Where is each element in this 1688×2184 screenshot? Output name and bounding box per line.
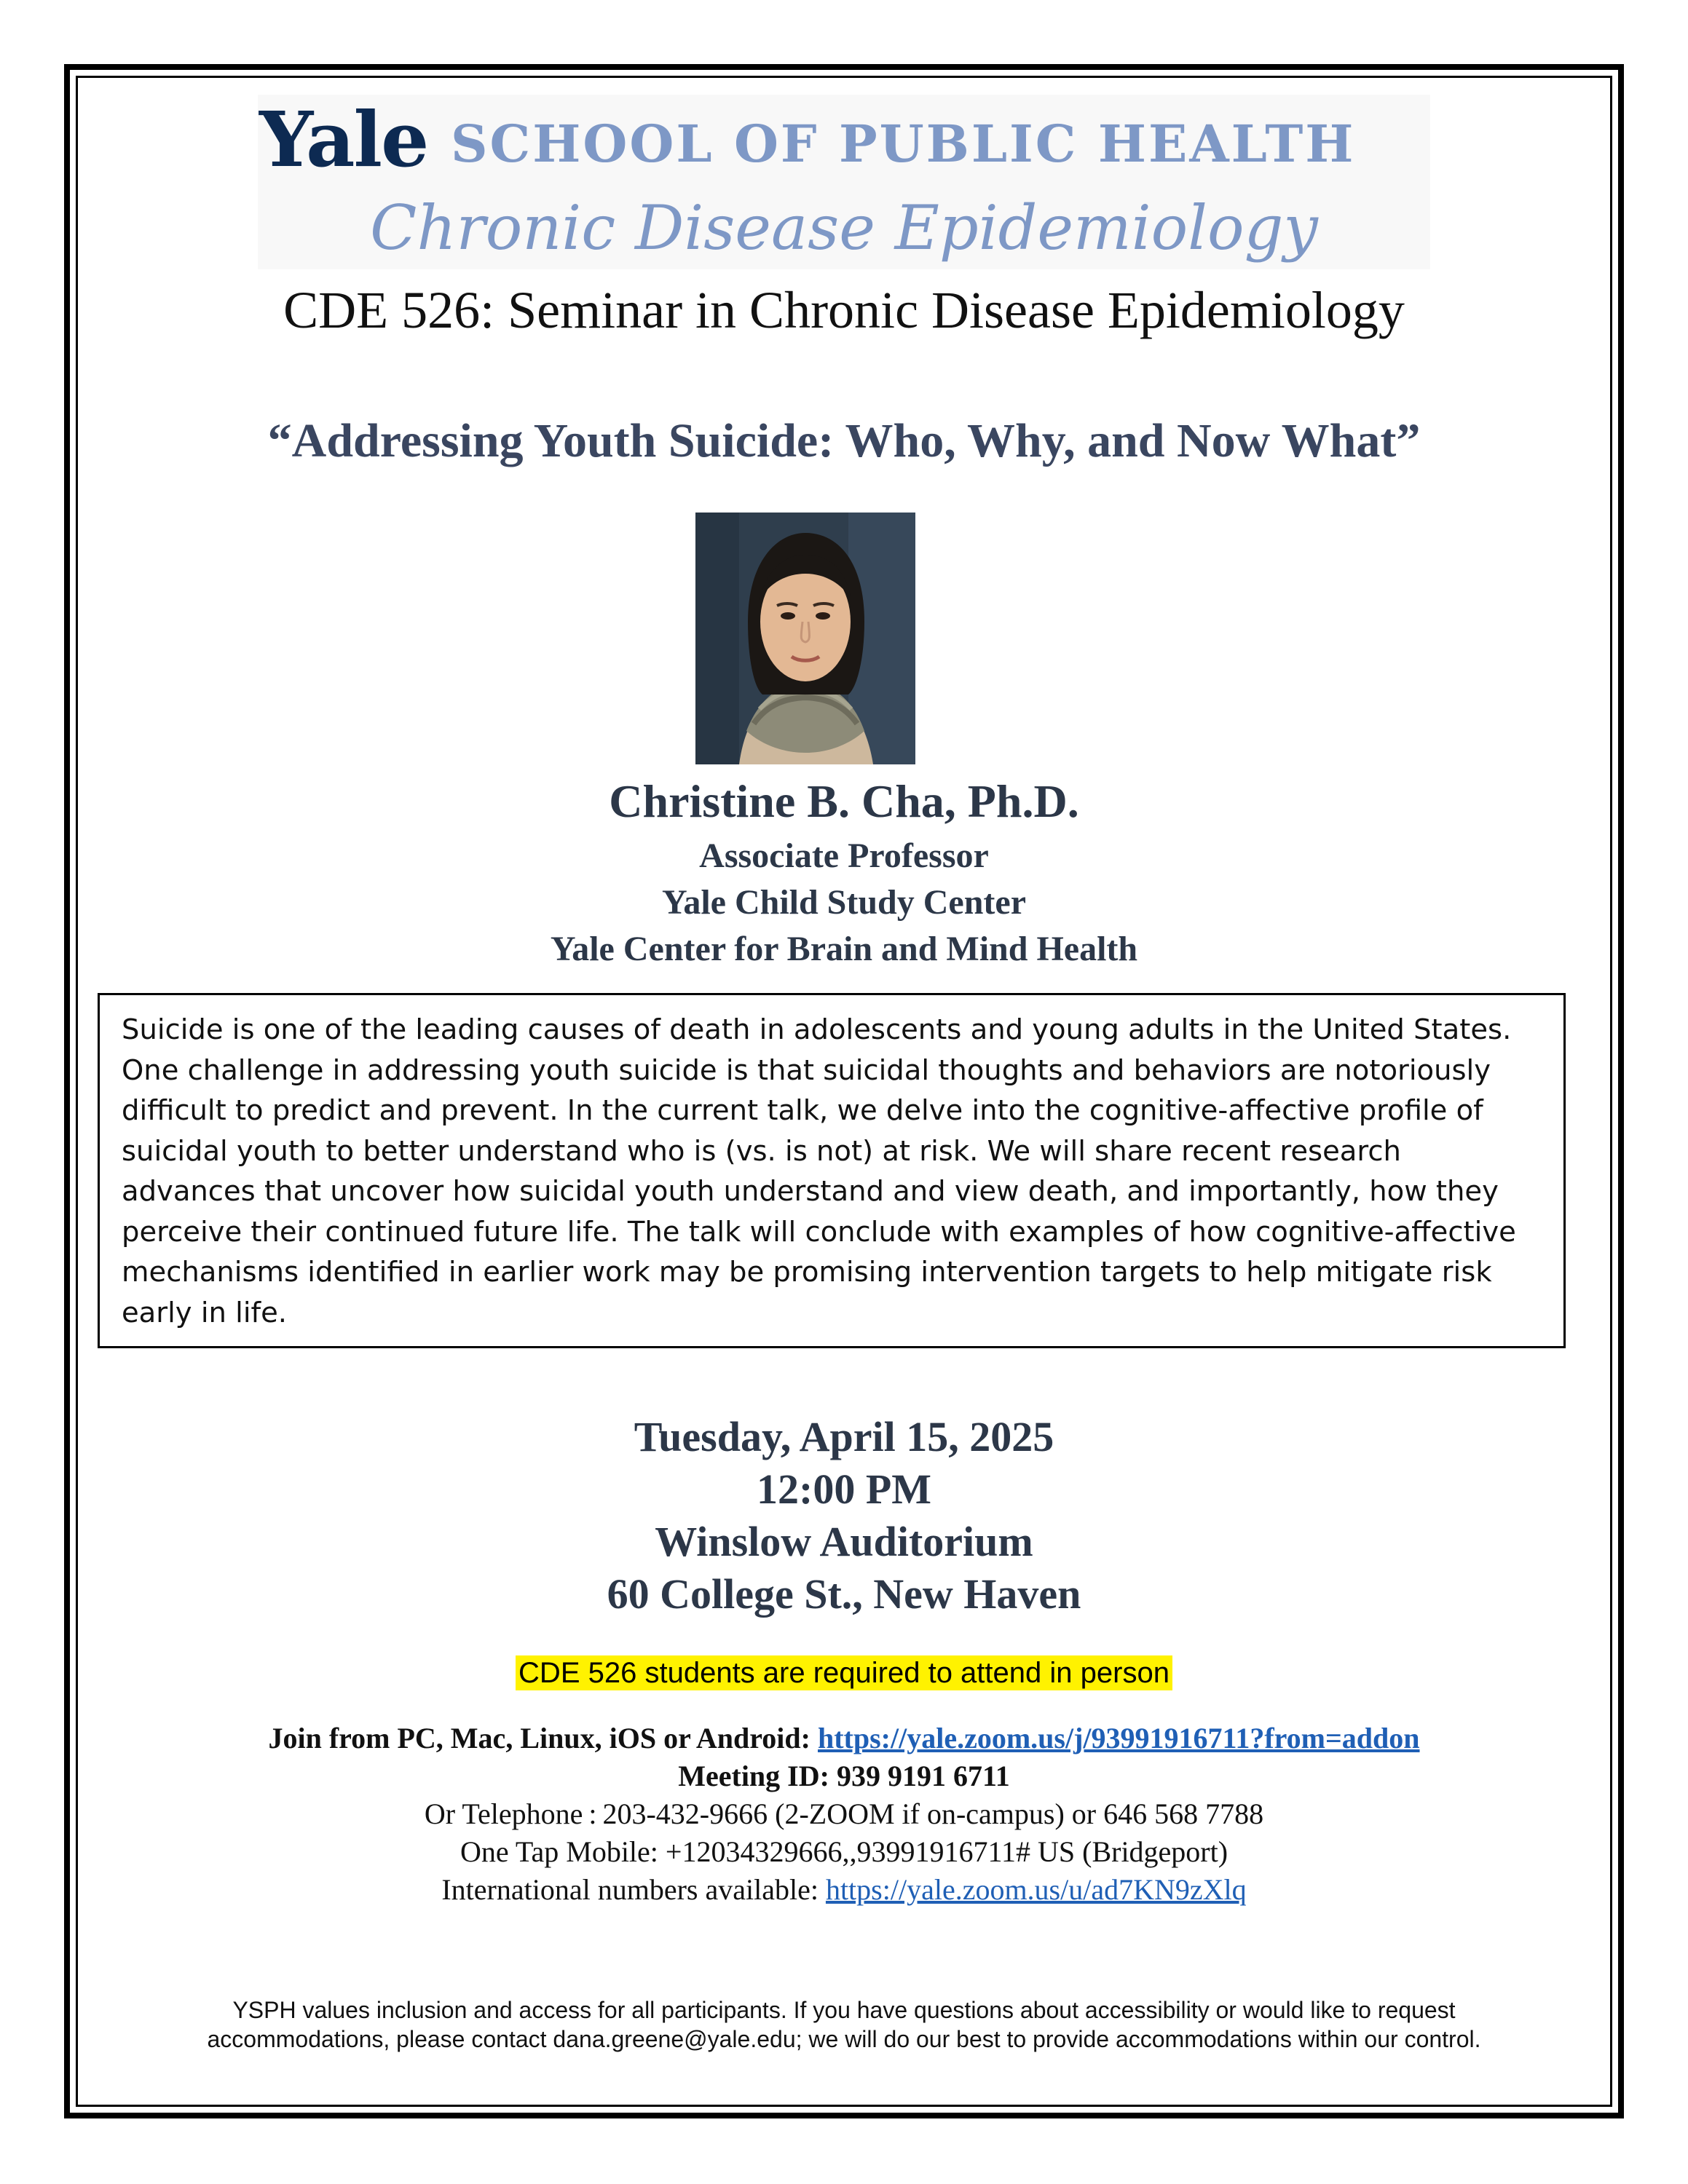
event-time: 12:00 PM [757,1465,931,1513]
event-date: Tuesday, April 15, 2025 [634,1413,1054,1460]
abstract-line: perceive their continued future life. The talk will conclude with examples of how cognitive-affective [122,1215,1516,1249]
footer-line-2: accommodations, please contact dana.greene@yale.edu; we will do our best to provide accommodations within our control. [207,2026,1481,2052]
abstract-line: suicidal youth to better understand who is (vs. is not) at risk. We will share recent research [122,1134,1401,1168]
abstract-box [98,993,1566,1348]
abstract-line: Suicide is one of the leading causes of death in adolescents and young adults in the United States. [122,1013,1512,1046]
logo-yale: Yale [259,95,428,184]
logo-line1 [258,95,1430,182]
speaker-title: Associate Professor [699,836,989,875]
course-title: CDE 526: Seminar in Chronic Disease Epidemiology [283,281,1405,339]
abstract-line: One challenge in addressing youth suicide is that suicidal thoughts and behaviors are notoriously [122,1053,1491,1087]
talk-title: “Addressing Youth Suicide: Who, Why, and Now What” [267,414,1421,467]
zoom-join-label: Join from PC, Mac, Linux, iOS or Android: [268,1722,818,1754]
yale-sph-logo [258,95,1430,269]
zoom-meeting-id [0,1759,1688,1793]
zoom-telephone: Or Telephone : 203-432-9666 (2-ZOOM if on-campus) or 646 568 7788 [424,1797,1264,1830]
international-numbers-link[interactable]: https://yale.zoom.us/u/ad7KN9zXlq [825,1873,1247,1906]
attendance-notice-wrap [0,1657,1688,1690]
logo-department: Chronic Disease Epidemiology [370,192,1318,264]
attendance-notice: CDE 526 students are required to attend in person [516,1655,1172,1690]
speaker-name: Christine B. Cha, Ph.D. [609,775,1079,827]
abstract-line: difficult to predict and prevent. In the current talk, we delve into the cognitive-affective profile of [122,1094,1483,1127]
logo-school: SCHOOL OF PUBLIC HEALTH [451,114,1356,174]
event-address: 60 College St., New Haven [607,1570,1081,1618]
speaker-affiliation-2: Yale Center for Brain and Mind Health [550,930,1138,968]
abstract-line: early in life. [122,1296,288,1329]
international-label: International numbers available: [441,1873,826,1906]
event-venue: Winslow Auditorium [655,1518,1033,1565]
zoom-join-line [0,1721,1688,1755]
abstract-line: mechanisms identified in earlier work may be promising intervention targets to help mitigate risk [122,1256,1492,1289]
speaker-affiliation-1: Yale Child Study Center [661,883,1027,922]
zoom-international-line [0,1872,1688,1907]
speaker-portrait-icon [695,513,915,764]
footer-line-1: YSPH values inclusion and access for all participants. If you have questions about accessibility or would like to request [232,1997,1456,2023]
abstract-line: advances that uncover how suicidal youth understand and view death, and importantly, how they [122,1175,1499,1208]
meeting-id-text: Meeting ID: 939 9191 6711 [678,1760,1010,1792]
speaker-photo [695,513,915,764]
zoom-one-tap: One Tap Mobile: +12034329666,,93991916711# US (Bridgeport) [460,1835,1228,1868]
zoom-join-link[interactable]: https://yale.zoom.us/j/93991916711?from=addon [817,1722,1420,1754]
